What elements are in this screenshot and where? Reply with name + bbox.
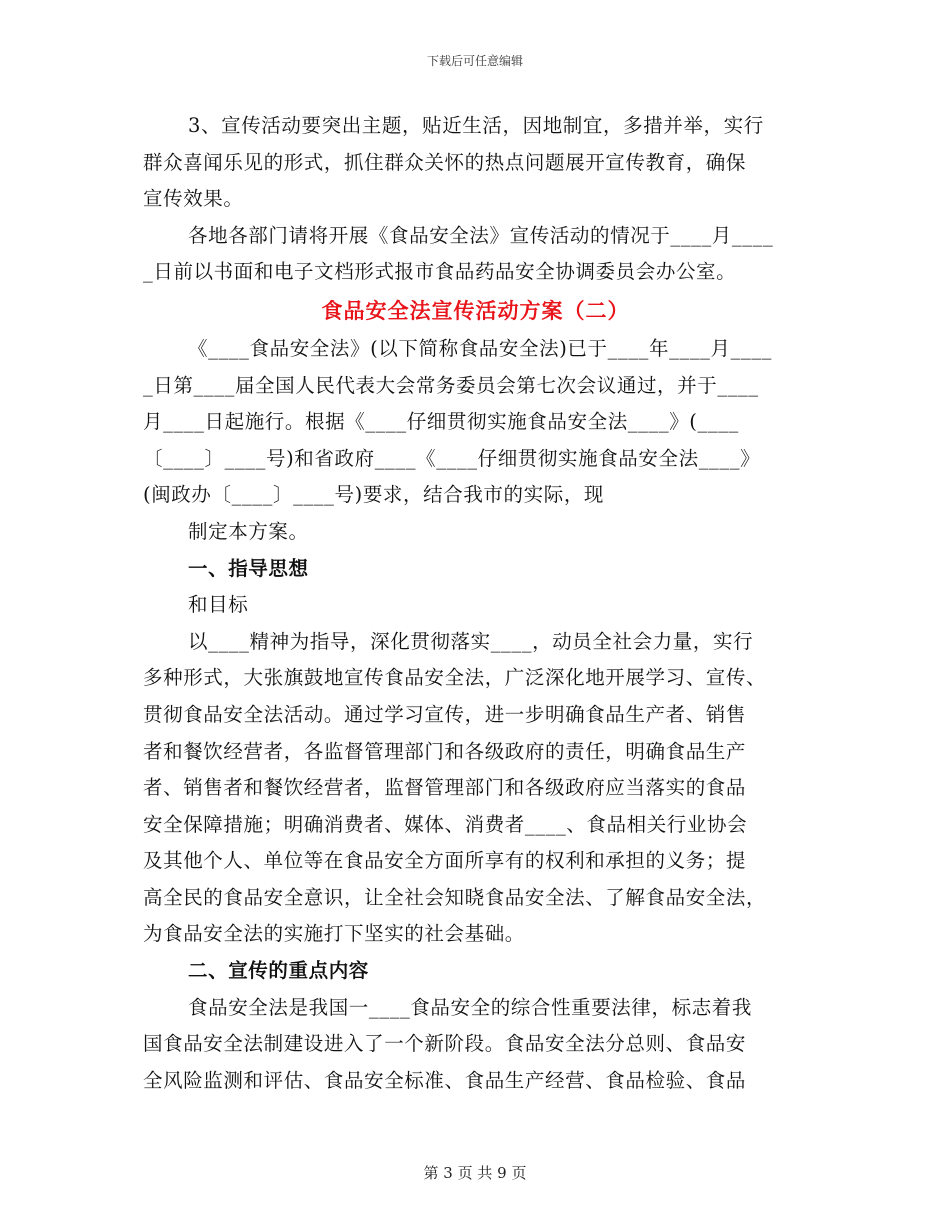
paragraph-line: 食品安全法是我国一____食品安全的综合性重要法律，标志着我	[188, 995, 753, 1019]
paragraph-line: 3、宣传活动要突出主题，贴近生活，因地制宜，多措并举，实行	[188, 114, 764, 137]
paragraph-line: 宣传效果。	[143, 187, 244, 211]
paragraph-line: _日前以书面和电子文档形式报市食品药品安全协调委员会办公室。	[143, 260, 737, 284]
paragraph-line: 贯彻食品安全法活动。通过学习宣传，进一步明确食品生产者、销售	[143, 702, 747, 726]
paragraph-line: 国食品安全法制建设进入了一个新阶段。食品安全法分总则、食品安	[143, 1032, 747, 1056]
paragraph-line: 制定本方案。	[188, 519, 309, 543]
header-note: 下载后可任意编辑	[426, 54, 523, 68]
paragraph-line: 及其他个人、单位等在食品安全方面所享有的权利和承担的义务；提	[143, 849, 747, 873]
paragraph-line: 全风险监测和评估、食品安全标准、食品生产经营、食品检验、食品	[143, 1068, 747, 1092]
section-title: 食品安全法宣传活动方案（二）	[321, 297, 630, 323]
document-body	[143, 108, 808, 1099]
paragraph-line: 各地各部门请将开展《食品安全法》宣传活动的情况于____月____	[188, 223, 774, 247]
paragraph-line: 者、销售者和餐饮经营者，监督管理部门和各级政府应当落实的食品	[143, 776, 747, 800]
heading-guiding-ideology: 一、指导思想	[188, 556, 309, 580]
heading-key-content: 二、宣传的重点内容	[188, 959, 369, 983]
paragraph-line: 安全保障措施；明确消费者、媒体、消费者____、食品相关行业协会	[143, 812, 748, 836]
paragraph-line: (闽政办〔____〕____号)要求，结合我市的实际，现	[143, 483, 605, 507]
paragraph-line: 《____食品安全法》(以下简称食品安全法)已于____年____月____	[188, 336, 773, 360]
paragraph-line: 月____日起施行。根据《____仔细贯彻实施食品安全法____》(____	[143, 410, 739, 434]
paragraph-line: 群众喜闻乐见的形式，抓住群众关怀的热点问题展开宣传教育，确保	[143, 150, 747, 174]
paragraph-line: 高全民的食品安全意识，让全社会知晓食品安全法、了解食品安全法，	[143, 885, 767, 909]
paragraph-line: 多种形式，大张旗鼓地宣传食品安全法，广泛深化地开展学习、宣传、	[143, 666, 767, 690]
paragraph-line: 为食品安全法的实施打下坚实的社会基础。	[143, 922, 525, 946]
paragraph-line: 以____精神为指导，深化贯彻落实____，动员全社会力量，实行	[188, 629, 754, 653]
paragraph-line: 〔____〕____号)和省政府____《____仔细贯彻实施食品安全法____》	[143, 446, 761, 470]
page-footer: 第 3 页 共 9 页	[423, 1164, 527, 1182]
paragraph-line: 和目标	[188, 593, 249, 617]
paragraph-line: 者和餐饮经营者，各监督管理部门和各级政府的责任，明确食品生产	[143, 739, 747, 763]
paragraph-line: _日第____届全国人民代表大会常务委员会第七次会议通过，并于____	[143, 373, 759, 397]
